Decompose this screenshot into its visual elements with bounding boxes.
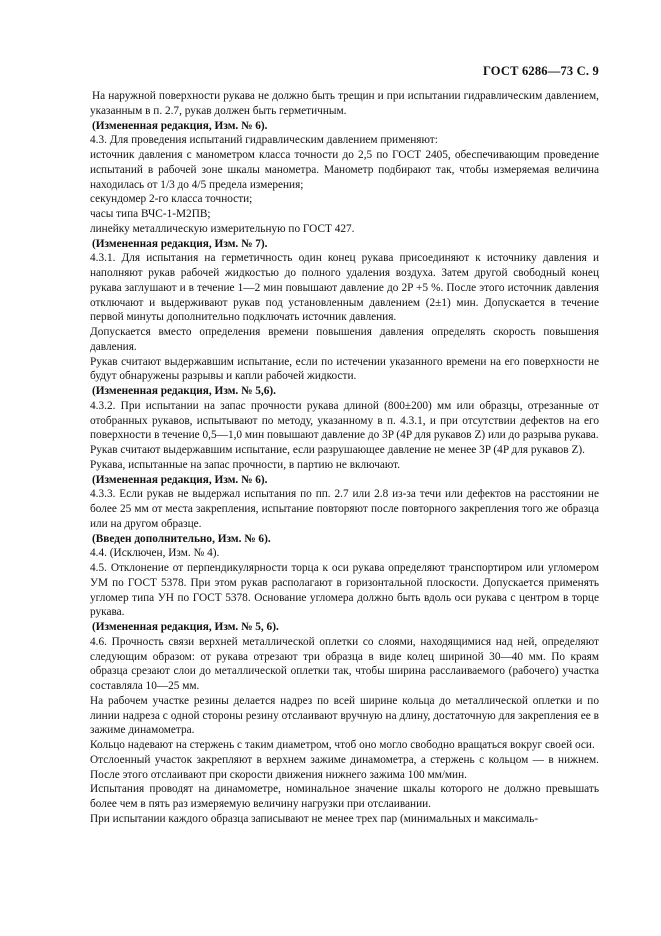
paragraph: 4.6. Прочность связи верхней металлической оплетки со слоями, находящимися над ней, определяют следующим образом: от рукава отрезают три образца в виде колец шириной 30—40 мм. По краям образца срезают слои до металлической оплетки так, чтобы ширина расслаиваемого (рабочего) участка составляла 10—25 мм. bbox=[90, 635, 599, 692]
paragraph: Допускается вместо определения времени повышения давления определять скорость повышения давления. bbox=[90, 326, 599, 353]
paragraph: Кольцо надевают на стержень с таким диаметром, чтоб оно могло свободно вращаться вокруг своей оси. bbox=[90, 739, 595, 751]
paragraph: На рабочем участке резины делается надрез по всей ширине кольца до металлической оплетки и по линии надреза с одной стороны резину отслаивают вручную на длину, достаточную для закрепления ее в зажиме динамометра. bbox=[90, 694, 599, 737]
paragraph: Рукав считают выдержавшим испытание, если по истечении указанного времени на его поверхности не будут обнаружены разрывы и капли рабочей жидкости. bbox=[90, 355, 599, 383]
amendment-note: (Измененная редакция, Изм. № 5,6). bbox=[92, 385, 276, 397]
paragraph: 4.3.2. При испытании на запас прочности рукава длиной (800±200) мм или образцы, отрезанные от отобранных рукавов, испытывают по методу, указанному в п. 4.3.1, и при отсутствии дефектов на его поверхности в течение 0,5—1,0 мин повышают давление до 3P (4P для рукавов Z) или до разрыва рукава. bbox=[90, 399, 599, 442]
paragraph: секундомер 2-го класса точности; bbox=[90, 193, 253, 206]
paragraph: источник давления с манометром класса точности до 2,5 по ГОСТ 2405, обеспечивающим проведение испытаний в рабочей зоне шкалы манометра. Манометр подбирают так, чтобы измеряемая величина находилась от 1/3 до 4/5 предела измерения; bbox=[90, 149, 599, 191]
amendment-note: (Измененная редакция, Изм. № 6). bbox=[92, 119, 268, 132]
page-header: ГОСТ 6286—73 С. 9 bbox=[482, 64, 599, 78]
paragraph: 4.3.3. Если рукав не выдержал испытания по пп. 2.7 или 2.8 из-за течи или дефектов на расстоянии не более 25 мм от места закрепления, испытание повторяют после повторного закрепления того же образца или на другом образце. bbox=[90, 488, 599, 530]
paragraph: 4.3. Для проведения испытаний гидравлическим давлением применяют: bbox=[90, 134, 438, 147]
paragraph: Рукав считают выдержавшим испытание, если разрушающее давление не менее 3P (4P для рукавов Z). bbox=[90, 444, 585, 456]
paragraph: линейку металлическую измерительную по ГОСТ 427. bbox=[90, 222, 355, 235]
paragraph: При испытании каждого образца записывают не менее трех пар (минимальных и максималь- bbox=[90, 812, 539, 825]
amendment-note: (Измененная редакция, Изм. № 5, 6). bbox=[92, 621, 279, 633]
amendment-note: (Измененная редакция, Изм. № 6). bbox=[92, 473, 268, 486]
paragraph: 4.4. (Исключен, Изм. № 4). bbox=[90, 547, 220, 560]
paragraph: На наружной поверхности рукава не должно быть трещин и при испытании гидравлическим давлением, указанным в п. 2.7, рукав должен быть герметичным. bbox=[90, 90, 599, 117]
paragraph: Рукава, испытанные на запас прочности, в партию не включают. bbox=[90, 458, 401, 471]
amendment-note: (Введен дополнительно, Изм. № 6). bbox=[92, 532, 271, 545]
document-body bbox=[90, 89, 599, 827]
paragraph: 4.5. Отклонение от перпендикулярности торца к оси рукава определяют транспортиром или угломером УМ по ГОСТ 5378. При этом рукав располагают в горизонтальной плоскости. Допускается применять угломер типа УН по ГОСТ 5378. Основание угломера должно быть вдоль оси рукава с центром в торце рукава. bbox=[90, 562, 599, 619]
amendment-note: (Измененная редакция, Изм. № 7). bbox=[92, 237, 268, 250]
paragraph: Отслоенный участок закрепляют в верхнем зажиме динамометра, а стержень с кольцом — в нижнем. После этого отслаивают при скорости движения нижнего зажима 100 мм/мин. bbox=[90, 753, 599, 781]
paragraph: Испытания проводят на динамометре, номинальное значение шкалы которого не должно превышать более чем в пять раз измеряемую величину нагрузки при отслаивании. bbox=[90, 783, 599, 810]
paragraph: часы типа ВЧС-1-М2ПВ; bbox=[90, 208, 211, 220]
paragraph: 4.3.1. Для испытания на герметичность один конец рукава присоединяют к источнику давления и наполняют рукав рабочей жидкостью до полного удаления воздуха. Затем другой свободный конец рукава заглушают и в течение 1—2 мин повышают давление до 2P +5 %. После этого источник давления отключают и выдерживают рукав под установленным давлением (2±1) мин. Допускается в течение первой минуты дополнительно подключать источник давления. bbox=[90, 252, 599, 324]
